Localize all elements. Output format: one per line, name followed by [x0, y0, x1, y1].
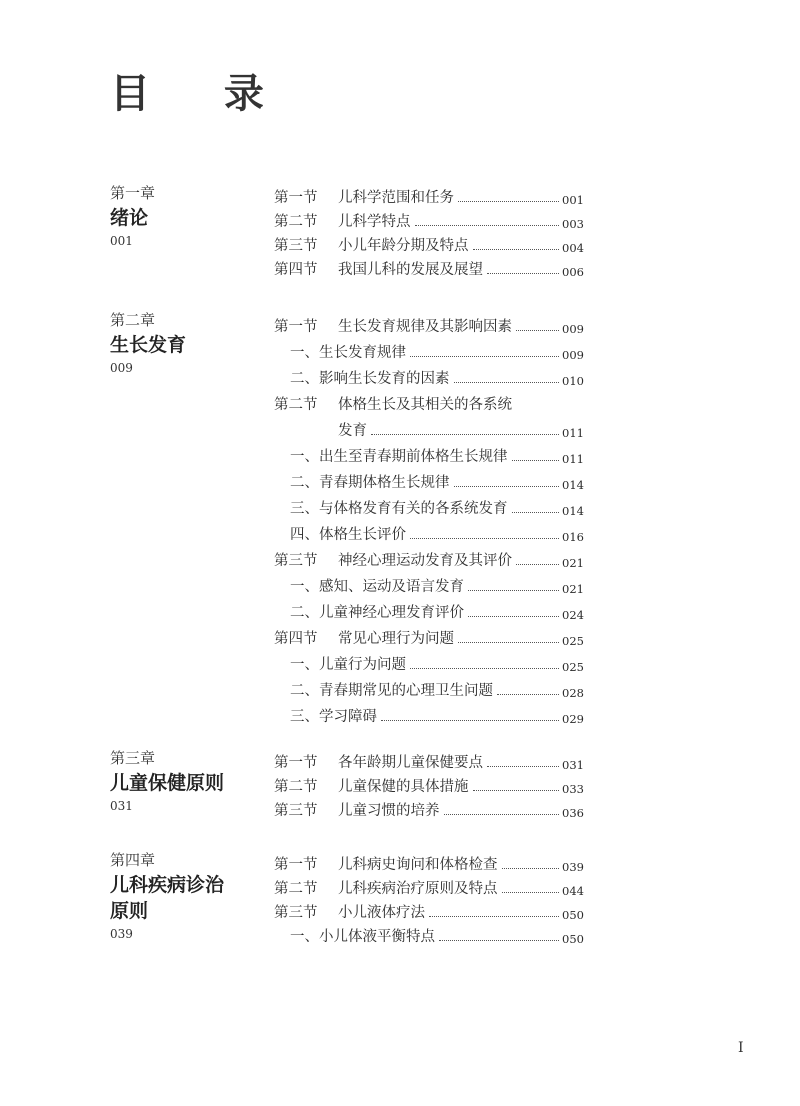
section-title: 儿科病史询问和体格检查 [338, 857, 498, 873]
page-number: 050 [562, 908, 584, 922]
leader-dots [497, 694, 559, 695]
page-number: 003 [562, 217, 584, 231]
page-number: 021 [562, 582, 584, 596]
toc-subsection-entry[interactable] [274, 362, 584, 388]
chapter-heading [110, 748, 250, 814]
leader-dots [468, 590, 559, 591]
toc-section-entry[interactable] [274, 183, 584, 207]
subsection-title: 二、青春期体格生长规律 [290, 475, 450, 491]
chapter-title: 儿童保健原则 [110, 772, 225, 794]
chapter-page-number: 001 [110, 234, 133, 248]
section-number: 第四节 [274, 262, 318, 278]
toc-section-entry[interactable] [274, 622, 584, 648]
section-title: 神经心理运动发育及其评价 [338, 553, 512, 569]
chapter-heading [110, 850, 250, 942]
toc-subsection-entry[interactable] [274, 922, 584, 946]
toc-section-entry[interactable] [274, 874, 584, 898]
section-number: 第一节 [274, 190, 318, 206]
toc-subsection-entry[interactable] [274, 336, 584, 362]
page-number: 028 [562, 686, 584, 700]
toc-section-entry-continued[interactable] [274, 414, 584, 440]
page-number: 001 [562, 193, 584, 207]
section-number: 第一节 [274, 857, 318, 873]
leader-dots [512, 460, 560, 461]
section-title-continued: 发育 [338, 423, 367, 439]
leader-dots [458, 642, 559, 643]
chapter-number: 第三章 [110, 749, 156, 767]
toc-section-entry[interactable] [274, 544, 584, 570]
page-number: 006 [562, 265, 584, 279]
section-title: 小儿年龄分期及特点 [338, 238, 469, 254]
page-title: 目 录 [110, 71, 294, 117]
chapter-entries [274, 183, 584, 279]
page-number: 029 [562, 712, 584, 726]
toc-subsection-entry[interactable] [274, 440, 584, 466]
chapter-title: 儿科疾病诊治 [110, 874, 225, 896]
section-number: 第三节 [274, 905, 318, 921]
section-title: 生长发育规律及其影响因素 [338, 319, 512, 335]
page-number: 011 [562, 452, 584, 466]
toc-section-entry[interactable] [274, 231, 584, 255]
subsection-title: 一、感知、运动及语言发育 [290, 579, 464, 595]
section-number: 第一节 [274, 755, 318, 771]
toc-section-entry[interactable] [274, 310, 584, 336]
page-number: 014 [562, 504, 584, 518]
section-title: 小儿液体疗法 [338, 905, 425, 921]
chapter-title: 绪论 [110, 207, 149, 229]
chapter-heading [110, 310, 250, 376]
leader-dots [512, 512, 560, 513]
toc-subsection-entry[interactable] [274, 700, 584, 726]
leader-dots [487, 273, 559, 274]
leader-dots [502, 868, 560, 869]
section-title: 儿科疾病治疗原则及特点 [338, 881, 498, 897]
subsection-title: 三、与体格发育有关的各系统发育 [290, 501, 508, 517]
page-number: 004 [562, 241, 584, 255]
section-number: 第三节 [274, 553, 318, 569]
leader-dots [410, 668, 559, 669]
leader-dots [458, 201, 559, 202]
chapter-number: 第二章 [110, 311, 156, 329]
section-number: 第三节 [274, 803, 318, 819]
page-folio: I [738, 1040, 744, 1056]
page-number: 016 [562, 530, 584, 544]
subsection-title: 一、出生至青春期前体格生长规律 [290, 449, 508, 465]
subsection-title: 三、学习障碍 [290, 709, 377, 725]
page-number: 009 [562, 348, 584, 362]
leader-dots [381, 720, 559, 721]
page-number: 031 [562, 758, 584, 772]
page-number: 024 [562, 608, 584, 622]
toc-section-entry[interactable] [274, 207, 584, 231]
leader-dots [444, 814, 560, 815]
subsection-title: 二、儿童神经心理发育评价 [290, 605, 464, 621]
page-number: 039 [562, 860, 584, 874]
section-title: 我国儿科的发展及展望 [338, 262, 483, 278]
page-number: 014 [562, 478, 584, 492]
toc-subsection-entry[interactable] [274, 674, 584, 700]
subsection-title: 二、青春期常见的心理卫生问题 [290, 683, 493, 699]
section-title: 儿科学特点 [338, 214, 411, 230]
subsection-title: 一、儿童行为问题 [290, 657, 406, 673]
section-number: 第二节 [274, 214, 318, 230]
subsection-title: 一、小儿体液平衡特点 [290, 929, 435, 945]
section-title: 儿科学范围和任务 [338, 190, 454, 206]
leader-dots [516, 330, 559, 331]
page-number: 044 [562, 884, 584, 898]
section-number: 第三节 [274, 238, 318, 254]
leader-dots [371, 434, 559, 435]
chapter-number: 第一章 [110, 184, 156, 202]
section-title: 儿童习惯的培养 [338, 803, 440, 819]
page-number: 025 [562, 634, 584, 648]
leader-dots [439, 940, 559, 941]
toc-subsection-entry[interactable] [274, 596, 584, 622]
chapter-entries [274, 310, 584, 726]
toc-subsection-entry[interactable] [274, 466, 584, 492]
chapter-page-number: 039 [110, 927, 133, 941]
leader-dots [454, 382, 560, 383]
leader-dots [454, 486, 560, 487]
section-title: 体格生长及其相关的各系统 [338, 397, 512, 413]
section-number: 第四节 [274, 631, 318, 647]
toc-subsection-entry[interactable] [274, 648, 584, 674]
leader-dots [429, 916, 559, 917]
chapter-page-number: 009 [110, 361, 133, 375]
section-title: 常见心理行为问题 [338, 631, 454, 647]
toc-subsection-entry[interactable] [274, 518, 584, 544]
toc-section-entry[interactable] [274, 772, 584, 796]
chapter-number: 第四章 [110, 851, 156, 869]
toc-section-entry[interactable] [274, 898, 584, 922]
toc-section-entry[interactable] [274, 748, 584, 772]
page-number: 021 [562, 556, 584, 570]
section-title: 各年龄期儿童保健要点 [338, 755, 483, 771]
toc-section-entry[interactable] [274, 796, 584, 820]
section-number: 第二节 [274, 779, 318, 795]
leader-dots [473, 790, 560, 791]
toc-section-entry[interactable] [274, 255, 584, 279]
toc-section-entry[interactable] [274, 388, 584, 414]
chapter-heading [110, 183, 250, 249]
section-number: 第二节 [274, 881, 318, 897]
leader-dots [468, 616, 559, 617]
page-number: 036 [562, 806, 584, 820]
toc-subsection-entry[interactable] [274, 492, 584, 518]
leader-dots [516, 564, 559, 565]
subsection-title: 四、体格生长评价 [290, 527, 406, 543]
leader-dots [410, 356, 559, 357]
leader-dots [502, 892, 560, 893]
section-title: 儿童保健的具体措施 [338, 779, 469, 795]
page-number: 009 [562, 322, 584, 336]
subsection-title: 一、生长发育规律 [290, 345, 406, 361]
page-number: 025 [562, 660, 584, 674]
section-number: 第二节 [274, 397, 318, 413]
toc-section-entry[interactable] [274, 850, 584, 874]
chapter-entries [274, 748, 584, 820]
leader-dots [487, 766, 559, 767]
page-number: 010 [562, 374, 584, 388]
chapter-title: 原则 [110, 900, 149, 922]
page-number: 033 [562, 782, 584, 796]
subsection-title: 二、影响生长发育的因素 [290, 371, 450, 387]
leader-dots [410, 538, 559, 539]
page-number: 011 [562, 426, 584, 440]
toc-subsection-entry[interactable] [274, 570, 584, 596]
chapter-title: 生长发育 [110, 334, 187, 356]
chapter-page-number: 031 [110, 799, 133, 813]
page-number: 050 [562, 932, 584, 946]
leader-dots [415, 225, 560, 226]
leader-dots [473, 249, 560, 250]
chapter-entries [274, 850, 584, 946]
section-number: 第一节 [274, 319, 318, 335]
